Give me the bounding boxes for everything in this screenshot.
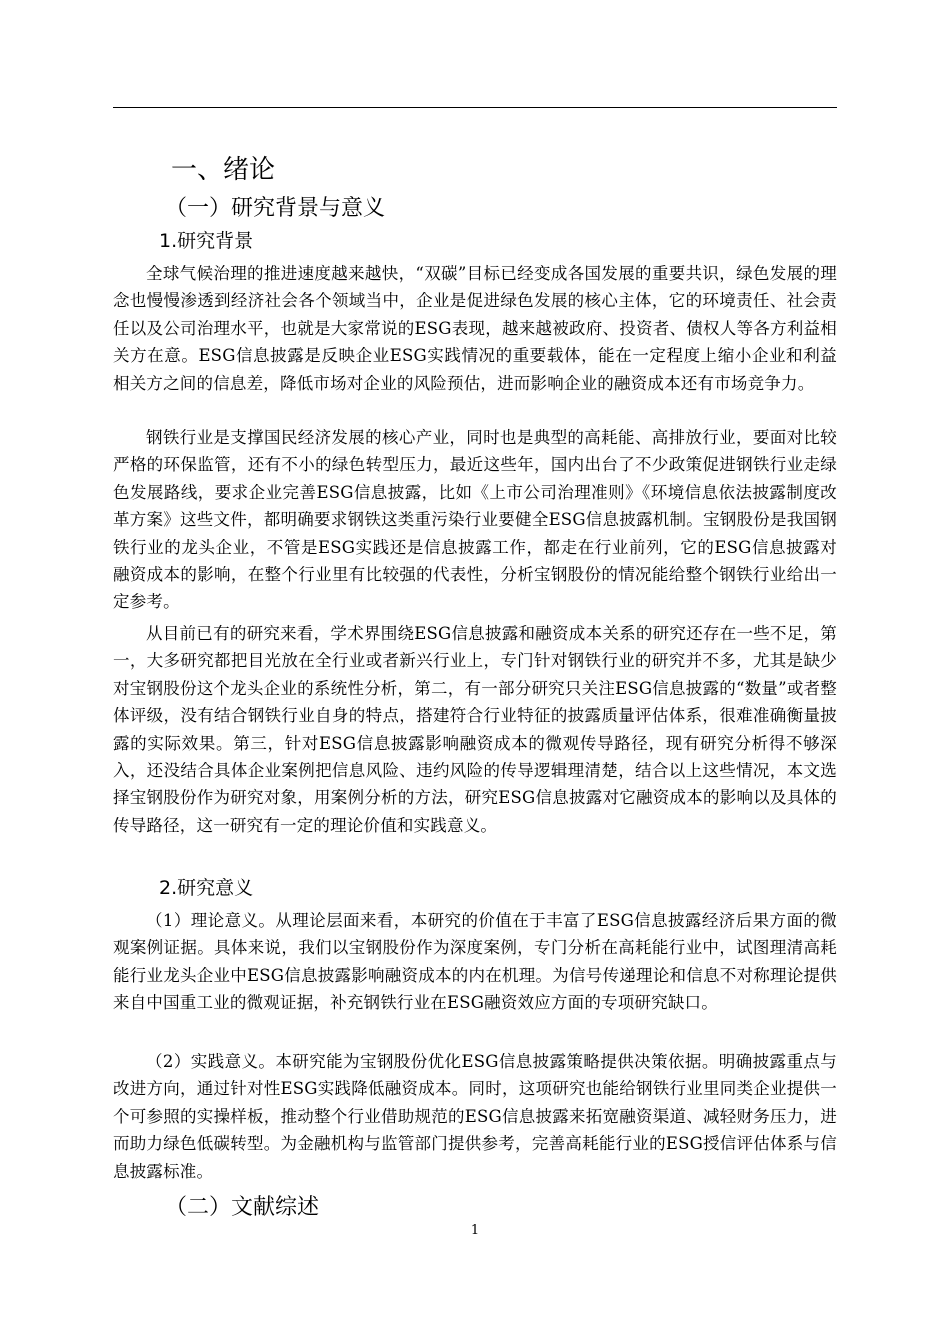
page-number: 1 [470, 1223, 480, 1238]
paragraph-significance-practice: （2）实践意义。本研究能为宝钢股份优化ESG信息披露策略提供决策依据。明确披露重点与改进方向，通过针对性ESG实践降低融资成本。同时，这项研究也能给钢铁行业里同类企业提供一个可参照的实操样板，推动整个行业借助规范的ESG信息披露来拓宽融资渠道、减轻财务压力，进而助力绿色低碳转型。为金融机构与监管部门提供参考，完善高耗能行业的ESG授信评估体系与信息披露标准。 [113, 1052, 837, 1181]
subsection-title-background: 1.研究背景 [159, 230, 254, 252]
paragraph-background-1: 全球气候治理的推进速度越来越快，“双碳”目标已经变成各国发展的重要共识，绿色发展的理念也慢慢渗透到经济社会各个领域当中，企业是促进绿色发展的核心主体，它的环境责任、社会责任以及公司治理水平，也就是大家常说的ESG表现，越来越被政府、投资者、债权人等各方利益相关方在意。ESG信息披露是反映企业ESG实践情况的重要载体，能在一定程度上缩小企业和利益相关方之间的信息差，降低市场对企业的风险预估，进而影响企业的融资成本还有市场竞争力。 [113, 264, 837, 393]
paragraph-background-2: 钢铁行业是支撑国民经济发展的核心产业，同时也是典型的高耗能、高排放行业，要面对比较严格的环保监管，还有不小的绿色转型压力，最近这些年，国内出台了不少政策促进钢铁行业走绿色发展路线，要求企业完善ESG信息披露，比如《上市公司治理准则》《环境信息依法披露制度改革方案》这些文件，都明确要求钢铁这类重污染行业要健全ESG信息披露机制。宝钢股份是我国钢铁行业的龙头企业，不管是ESG实践还是信息披露工作，都走在行业前列，它的ESG信息披露对融资成本的影响，在整个行业里有比较强的代表性，分析宝钢股份的情况能给整个钢铁行业给出一定参考。 [113, 428, 837, 612]
chapter-title: 一、绪论 [171, 155, 276, 185]
subsection-title-significance: 2.研究意义 [159, 877, 254, 899]
section-title-background: （一）研究背景与意义 [165, 196, 386, 221]
paragraph-background-3: 从目前已有的研究来看，学术界围绕ESG信息披露和融资成本关系的研究还存在一些不足，第一，大多研究都把目光放在全行业或者新兴行业上，专门针对钢铁行业的研究并不多，尤其是缺少对宝钢股份这个龙头企业的系统性分析，第二，有一部分研究只关注ESG信息披露的“数量”或者整体评级，没有结合钢铁行业自身的特点，搭建符合行业特征的披露质量评估体系，很难准确衡量披露的实际效果。第三，针对ESG信息披露影响融资成本的微观传导路径，现有研究分析得不够深入，还没结合具体企业案例把信息风险、违约风险的传导逻辑理清楚，结合以上这些情况，本文选择宝钢股份作为研究对象，用案例分析的方法，研究ESG信息披露对它融资成本的影响以及具体的传导路径，这一研究有一定的理论价值和实践意义。 [113, 624, 837, 835]
header-rule [113, 107, 837, 108]
paragraph-significance-theory: （1）理论意义。从理论层面来看，本研究的价值在于丰富了ESG信息披露经济后果方面的微观案例证据。具体来说，我们以宝钢股份作为深度案例，专门分析在高耗能行业中，试图理清高耗能行业龙头企业中ESG信息披露影响融资成本的内在机理。为信号传递理论和信息不对称理论提供来自中国重工业的微观证据，补充钢铁行业在ESG融资效应方面的专项研究缺口。 [113, 911, 837, 1013]
section-title-literature-review: （二）文献综述 [165, 1195, 320, 1220]
